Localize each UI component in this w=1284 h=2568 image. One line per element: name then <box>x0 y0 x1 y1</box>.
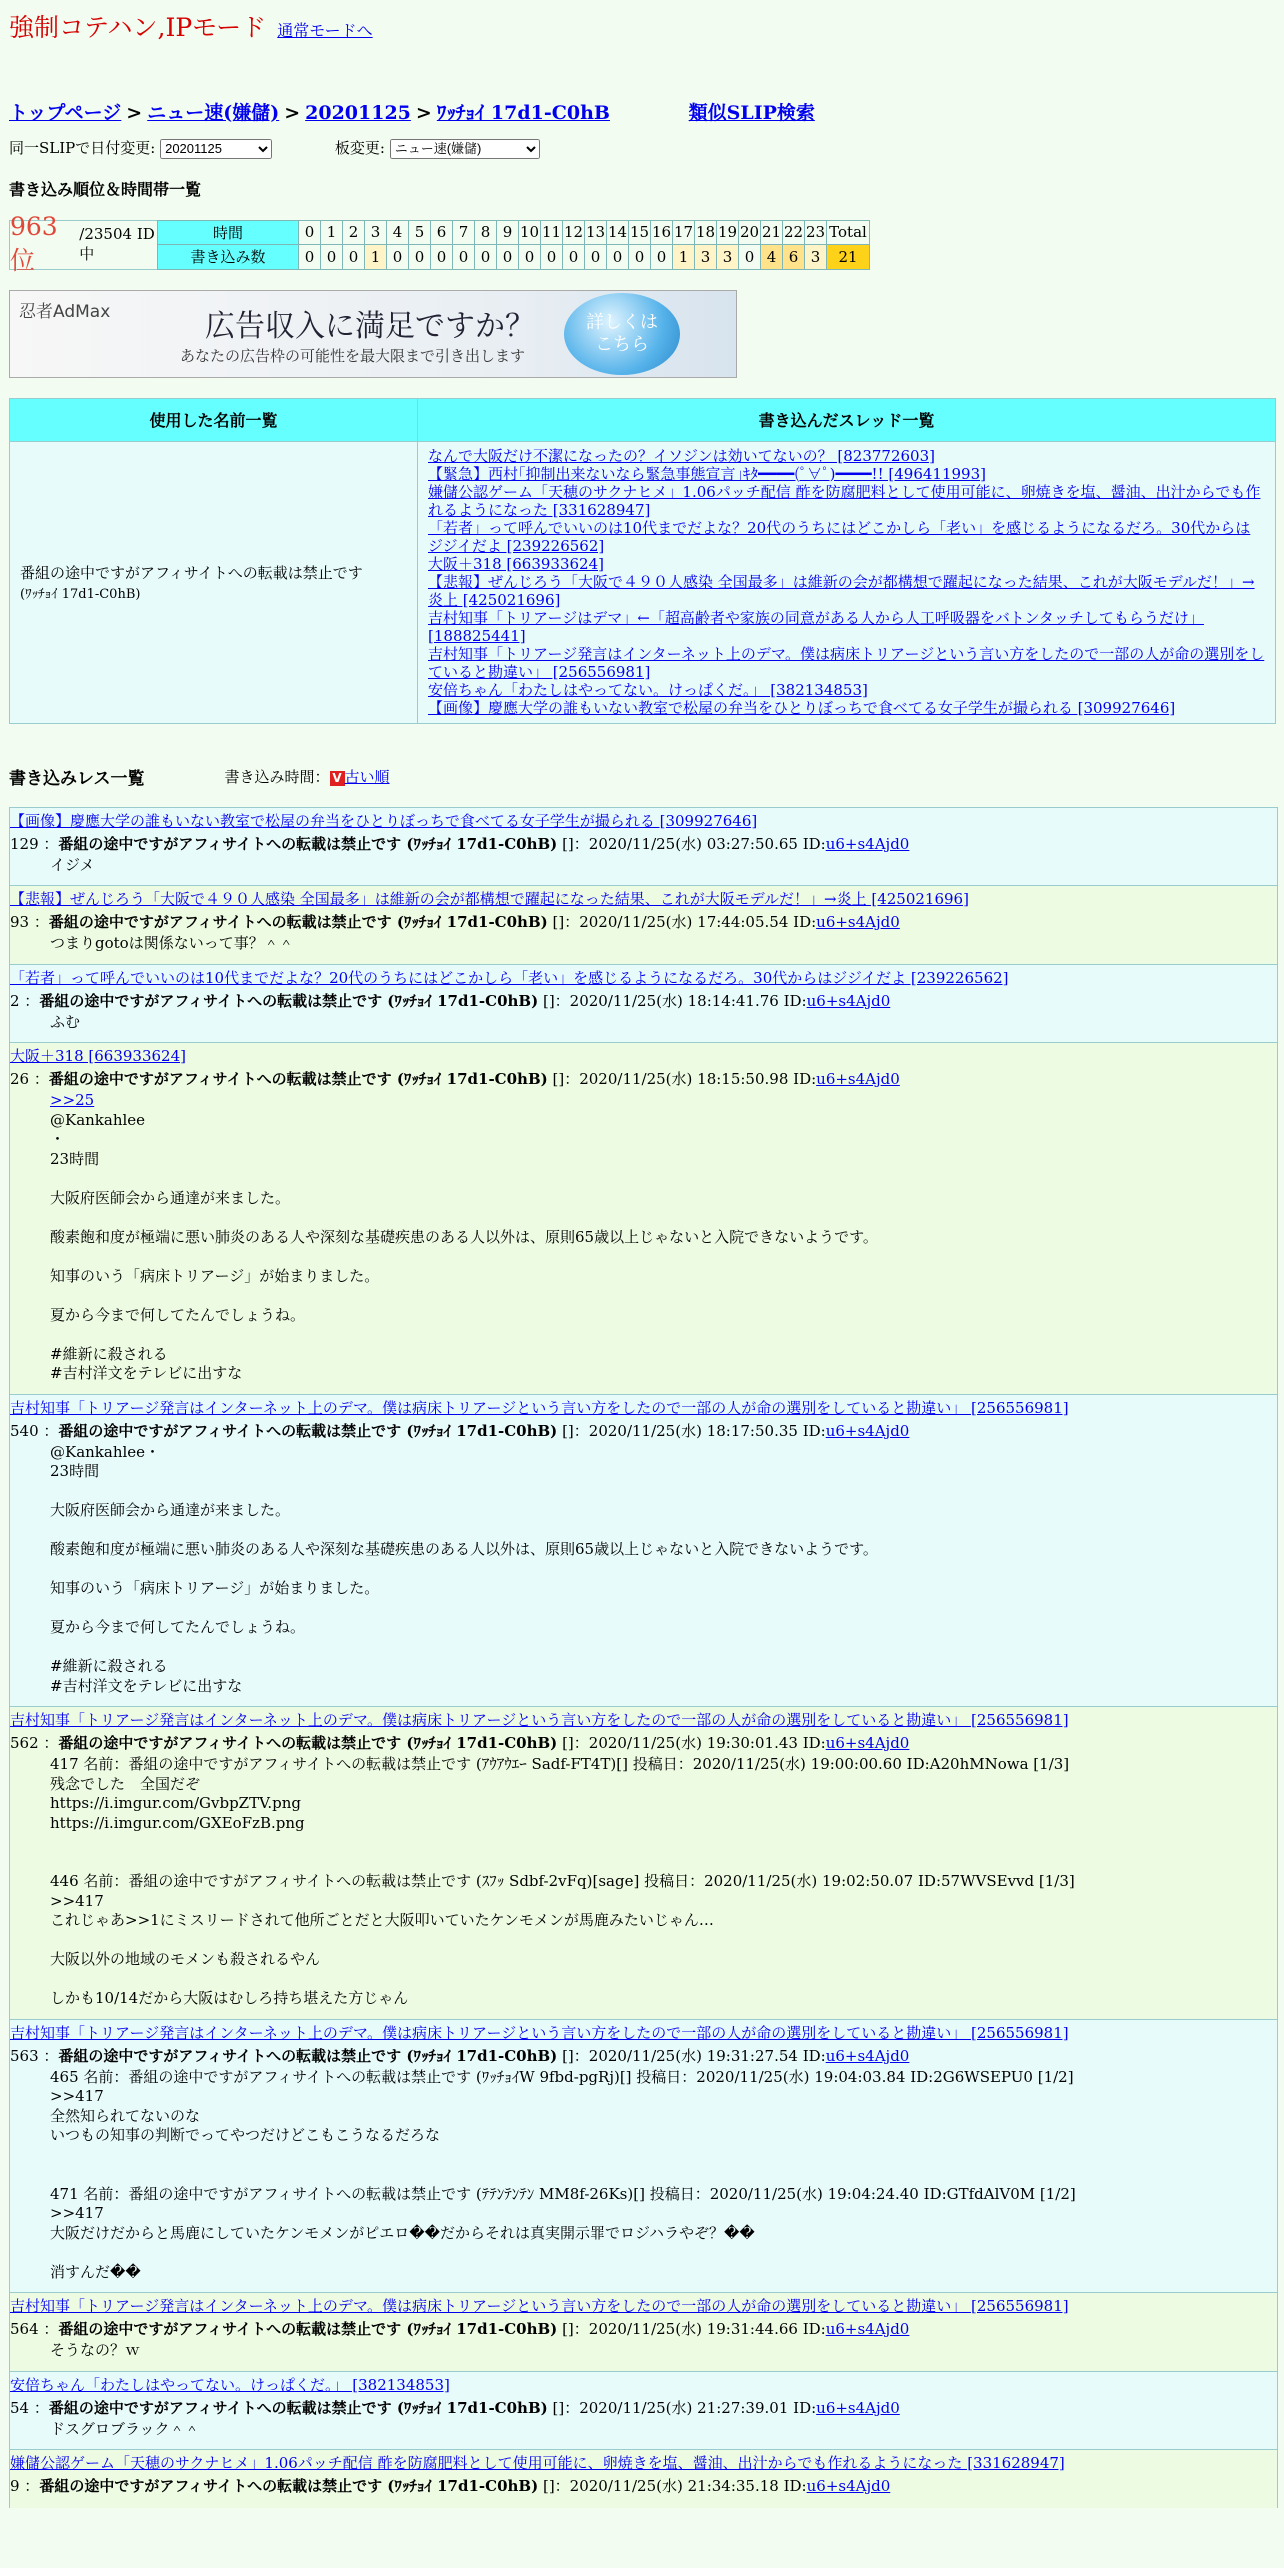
hour-cell: 3 <box>365 220 387 245</box>
post-body: ドスグロブラック＾＾ <box>50 2419 200 2438</box>
date-change-label: 同一SLIPで日付変更: <box>9 139 156 157</box>
hour-cell: 10 <box>519 220 541 245</box>
post-body: ふむ <box>50 1012 81 1031</box>
post-thread-link[interactable]: 吉村知事「トリアージ発言はインターネット上のデマ。僕は病床トリアージという言い方をしたので一部の人が命の選別をしていると勘違い」 [256556981] <box>10 1398 1069 1417</box>
post-meta <box>10 2397 1277 2418</box>
thread-link[interactable]: 吉村知事「トリアージ発言はインターネット上のデマ。僕は病床トリアージという言い方をしたので一部の人が命の選別をしていると勘違い」 [256556981] <box>428 644 1265 681</box>
post-body: 417 名前：番組の途中ですがアフィサイトへの転載は禁止です (ｱｳｱｳｴｰ Sadf-FT4T)[] 投稿日：2020/11/25(水) 19:00:00.60 ID:A20hMNowa [1/3] 残念でした 全国だぞ https://i.imgur.com/GvbpZTV.png https://i.imgur.com/GXEoFzB.png 446 名前：番組の途中ですがアフィサイトへの転載は禁止です (ｽﾌｯ Sdbf-2vFq)[sage] 投稿日：2020/11/25(水) 19:02:50.07 ID:57WVSEvvd [1/3] >>417 これじゃあ>>1にミスリードされて他所ごとだと大阪叩いていたケンモメンが馬鹿みたいじゃん… 大阪以外の地域のモメンも殺されるやん しかも10/14だから大阪はむしろ持ち堪えた方じゃん <box>50 1755 1075 2007</box>
count-cell: 3 <box>717 245 739 270</box>
hour-cell: 19 <box>717 220 739 245</box>
count-cell: 0 <box>497 245 519 270</box>
board-select[interactable] <box>390 139 540 159</box>
thread-link[interactable]: 【画像】慶應大学の誰もいない教室で松屋の弁当をひとりぼっちで食べてる女子学生が撮られる [309927646] <box>428 698 1176 717</box>
post-name: 番組の途中ですがアフィサイトへの転載は禁止です (ﾜｯﾁｮｲ 17d1-C0hB) <box>39 2477 539 2495</box>
thread-link[interactable]: なんで大阪だけ不潔になったの？イソジンは効いてないの？ [823772603] <box>428 446 935 465</box>
thread-link[interactable]: 【悲報】ぜんじろう「大阪で４９０人感染 全国最多」は維新の会が都構想で躍起になった結果、これが大阪モデルだ！」→炎上 [425021696] <box>428 572 1255 609</box>
count-cell: 0 <box>541 245 563 270</box>
ad-subtitle: あなたの広告枠の可能性を最大限まで引き出します <box>180 346 526 365</box>
hour-cell: 15 <box>629 220 651 245</box>
post-meta <box>10 1068 1277 1089</box>
ranking-row <box>9 212 1275 275</box>
breadcrumb-date[interactable]: 20201125 <box>305 102 411 124</box>
post-body: イジメ <box>50 855 95 874</box>
post-meta <box>10 1732 1277 1753</box>
hour-cell: 9 <box>497 220 519 245</box>
hour-cell: 1 <box>321 220 343 245</box>
post-number: 54 ： <box>10 2398 49 2417</box>
post-name: 番組の途中ですがアフィサイトへの転載は禁止です (ﾜｯﾁｮｲ 17d1-C0hB) <box>48 1070 548 1088</box>
thread-link[interactable]: 大阪＋318 [663933624] <box>428 554 604 573</box>
count-cell: 0 <box>739 245 761 270</box>
count-cell: 0 <box>651 245 673 270</box>
count-cell: 3 <box>695 245 717 270</box>
post-number: 562 ： <box>10 1734 59 1752</box>
thread-link[interactable]: 吉村知事「トリアージはデマ」←「超高齢者や家族の同意がある人から人工呼吸器をバトンタッチしてもらうだけ」 [188825441] <box>428 608 1204 645</box>
post-datetime: []：2020/11/25(水) 17:44:05.54 ID: <box>547 913 817 931</box>
reslist-title: 書き込みレス一覧 <box>9 768 145 789</box>
ad-banner[interactable] <box>9 290 737 378</box>
hour-cell: Total <box>827 220 870 245</box>
post-id-link[interactable]: u6+s4Ajd0 <box>816 1070 900 1088</box>
hour-cell: 21 <box>761 220 783 245</box>
post <box>9 2449 1278 2508</box>
rank-box <box>9 212 157 275</box>
post-body: 465 名前：番組の途中ですがアフィサイトへの転載は禁止です (ﾜｯﾁｮｲW 9fbd-pgRj)[] 投稿日：2020/11/25(水) 19:04:03.84 ID:2G6WSEPU0 [1/2] >>417 全然知られてないのな いつもの知事の判断でってやつだけどこもこうなるだろな 471 名前：番組の途中ですがアフィサイトへの転載は禁止です (ﾃﾃﾝﾃﾝﾃﾝ MM8f-26Ks)[] 投稿日：2020/11/25(水) 19:04:24.40 ID:GTfdAlV0M [1/2] >>417 大阪だけだからと馬鹿にしていたケンモメンがピエロ��だからそれは真実開示罪でロジハラやぞ？�� 消すんだ�� <box>50 2067 1076 2281</box>
hour-cell: 4 <box>387 220 409 245</box>
count-cell: 3 <box>805 245 827 270</box>
post-id-link[interactable]: u6+s4Ajd0 <box>816 2398 900 2417</box>
hour-cell: 7 <box>453 220 475 245</box>
oldest-first-link[interactable]: 古い順 <box>344 767 390 786</box>
post-number: 9 ： <box>10 2477 40 2495</box>
post-thread-link[interactable]: 吉村知事「トリアージ発言はインターネット上のデマ。僕は病床トリアージという言い方をしたので一部の人が命の選別をしていると勘違い」 [256556981] <box>10 1711 1069 1729</box>
hour-cell: 5 <box>409 220 431 245</box>
post-id-link[interactable]: u6+s4Ajd0 <box>825 2320 910 2338</box>
post-datetime: []：2020/11/25(水) 18:14:41.76 ID: <box>538 991 807 1010</box>
hour-cell: 14 <box>607 220 629 245</box>
ad-headline: 広告収入に満足ですか？ <box>205 308 535 344</box>
post-name: 番組の途中ですがアフィサイトへの転載は禁止です (ﾜｯﾁｮｲ 17d1-C0hB) <box>58 2046 558 2065</box>
hour-cell: 8 <box>475 220 497 245</box>
post-body: >>25 @Kankahlee ・ 23時間 大阪府医師会から通達が来ました。 酸素飽和度が極端に悪い肺炎のある人や深刻な基礎疾患のある人以外は、原則65歳以上じゃないと入院できないようです。 知事のいう「病床トリアージ」が始まりました。 夏から今まで何してたんでしょうね。 #維新に殺される #吉村洋文をテレビに出すな <box>50 1091 878 1382</box>
hour-row <box>158 220 870 245</box>
post-name: 番組の途中ですがアフィサイトへの転載は禁止です (ﾜｯﾁｮｲ 17d1-C0hB) <box>48 2398 548 2417</box>
selector-bar <box>9 137 1275 159</box>
count-cell: 0 <box>343 245 365 270</box>
sort-order-label: 書き込み時間： <box>224 767 330 786</box>
post <box>9 885 1278 964</box>
names-header: 使用した名前一覧 <box>10 398 418 441</box>
used-name: 番組の途中ですがアフィサイトへの転載は禁止です <box>20 564 363 582</box>
count-label: 書き込み数 <box>158 245 299 270</box>
post-datetime: []：2020/11/25(水) 19:31:27.54 ID: <box>557 2046 826 2065</box>
count-cell: 0 <box>585 245 607 270</box>
ad-details-label: 詳しくは こちら <box>586 311 658 355</box>
hour-cell: 6 <box>431 220 453 245</box>
ad-details-button[interactable] <box>564 293 680 375</box>
sort-order <box>225 766 390 787</box>
post-number: 564 ： <box>10 2320 59 2338</box>
post-body: つまりgotoは関係ないって事？＾＾ <box>50 934 294 952</box>
post <box>9 2371 1278 2450</box>
post <box>9 807 1278 886</box>
post-body: そうなの？ｗ <box>50 2341 141 2359</box>
post-datetime: []：2020/11/25(水) 21:27:39.01 ID: <box>547 2398 817 2417</box>
count-cell: 4 <box>761 245 783 270</box>
normal-mode-link[interactable]: 通常モードへ <box>277 21 373 40</box>
count-cell: 21 <box>827 245 870 270</box>
post-datetime: []：2020/11/25(水) 19:31:44.66 ID: <box>557 2320 826 2338</box>
hour-cell: 23 <box>805 220 827 245</box>
post-thread-link[interactable]: 吉村知事「トリアージ発言はインターネット上のデマ。僕は病床トリアージという言い方をしたので一部の人が命の選別をしていると勘違い」 [256556981] <box>10 2297 1069 2315</box>
post <box>9 2019 1278 2293</box>
hour-cell: 11 <box>541 220 563 245</box>
post-thread-link[interactable]: 大阪＋318 [663933624] <box>10 1047 186 1065</box>
count-cell: 0 <box>387 245 409 270</box>
date-select[interactable] <box>160 139 272 159</box>
post-meta <box>10 911 1277 932</box>
post-meta <box>10 2045 1277 2066</box>
board-change-label: 板変更: <box>334 139 385 157</box>
breadcrumb-board[interactable]: ニュー速(嫌儲) <box>147 102 280 124</box>
count-cell: 0 <box>453 245 475 270</box>
count-row <box>158 245 870 270</box>
post-number: 26 ： <box>10 1070 49 1088</box>
count-cell: 0 <box>519 245 541 270</box>
hour-cell: 13 <box>585 220 607 245</box>
hour-cell: 16 <box>651 220 673 245</box>
post-number: 2 ： <box>10 991 40 1010</box>
post <box>9 964 1278 1043</box>
post-meta <box>10 833 1277 854</box>
thread-link[interactable]: 安倍ちゃん「わたしはやってない。けっぱくだ。」 [382134853] <box>428 680 868 699</box>
post-id-link[interactable]: u6+s4Ajd0 <box>825 1421 910 1440</box>
post-name: 番組の途中ですがアフィサイトへの転載は禁止です (ﾜｯﾁｮｲ 17d1-C0hB) <box>48 913 548 931</box>
hourly-table <box>157 220 870 270</box>
post-id-link[interactable]: u6+s4Ajd0 <box>806 2477 891 2495</box>
count-cell: 1 <box>673 245 695 270</box>
post-meta <box>10 1420 1277 1441</box>
post-datetime: []：2020/11/25(水) 03:27:50.65 ID: <box>557 834 826 853</box>
post-name: 番組の途中ですがアフィサイトへの転載は禁止です (ﾜｯﾁｮｲ 17d1-C0hB) <box>58 1734 558 1752</box>
threads-cell <box>418 441 1276 723</box>
post-thread-link[interactable]: 「若者」って呼んでいいのは10代までだよな？20代のうちにはどこかしら「老い」を感じるようになるだろ。30代からはジジイだよ [239226562] <box>10 968 1009 987</box>
post-number: 93 ： <box>10 913 49 931</box>
post-name: 番組の途中ですがアフィサイトへの転載は禁止です (ﾜｯﾁｮｲ 17d1-C0hB) <box>58 1421 558 1440</box>
hour-cell: 22 <box>783 220 805 245</box>
breadcrumb-sep: > <box>415 102 432 124</box>
hour-cell: 12 <box>563 220 585 245</box>
post-id-link[interactable]: u6+s4Ajd0 <box>825 1734 910 1752</box>
reply-anchor-link[interactable]: >>25 <box>50 1091 95 1109</box>
post-meta <box>10 990 1277 1011</box>
post <box>9 2292 1278 2371</box>
post-datetime: []：2020/11/25(水) 21:34:35.18 ID: <box>538 2477 807 2495</box>
ad-logo: 忍者AdMax <box>19 301 111 322</box>
thread-link[interactable]: 「若者」って呼んでいいのは10代までだよな？20代のうちにはどこかしら「老い」を感じるようになるだろ。30代からはジジイだよ [239226562] <box>428 518 1251 555</box>
similar-slip-search-link[interactable]: 類似SLIP検索 <box>688 102 815 124</box>
names-cell <box>10 441 418 723</box>
post <box>9 1042 1278 1394</box>
post-datetime: []：2020/11/25(水) 18:15:50.98 ID: <box>547 1070 817 1088</box>
count-cell: 0 <box>563 245 585 270</box>
post-name: 番組の途中ですがアフィサイトへの転載は禁止です (ﾜｯﾁｮｲ 17d1-C0hB) <box>58 834 558 853</box>
hour-cell: 17 <box>673 220 695 245</box>
count-cell: 0 <box>299 245 321 270</box>
post-datetime: []：2020/11/25(水) 19:30:01.43 ID: <box>557 1734 826 1752</box>
post-id-link[interactable]: u6+s4Ajd0 <box>816 913 900 931</box>
thread-link[interactable]: 嫌儲公認ゲーム「天穂のサクナヒメ」1.06パッチ配信 酢を防腐肥料として使用可能に、卵焼きを塩、醤油、出汁からでも作れるようになった [331628947] <box>428 482 1261 519</box>
post-meta <box>10 2475 1277 2496</box>
post-thread-link[interactable]: 吉村知事「トリアージ発言はインターネット上のデマ。僕は病床トリアージという言い方をしたので一部の人が命の選別をしていると勘違い」 [256556981] <box>10 2023 1069 2042</box>
count-cell: 1 <box>365 245 387 270</box>
post <box>9 1394 1278 1707</box>
count-cell: 0 <box>409 245 431 270</box>
names-threads-table <box>9 398 1276 724</box>
post-name: 番組の途中ですがアフィサイトへの転載は禁止です (ﾜｯﾁｮｲ 17d1-C0hB) <box>58 2320 558 2338</box>
post-meta <box>10 2318 1277 2339</box>
hour-cell: 18 <box>695 220 717 245</box>
sort-down-icon: V <box>330 771 345 786</box>
count-cell: 0 <box>431 245 453 270</box>
breadcrumb-top[interactable]: トップページ <box>9 102 122 124</box>
post-thread-link[interactable]: 【画像】慶應大学の誰もいない教室で松屋の弁当をひとりぼっちで食べてる女子学生が撮られる [309927646] <box>10 811 758 830</box>
post-datetime: []：2020/11/25(水) 18:17:50.35 ID: <box>557 1421 826 1440</box>
post-thread-link[interactable]: 【悲報】ぜんじろう「大阪で４９０人感染 全国最多」は維新の会が都構想で躍起になった結果、これが大阪モデルだ！」→炎上 [425021696] <box>10 890 969 908</box>
reslist-header <box>9 764 1275 789</box>
breadcrumb-sep: > <box>284 102 301 124</box>
count-cell: 6 <box>783 245 805 270</box>
post-id-link[interactable]: u6+s4Ajd0 <box>806 991 891 1010</box>
hour-cell: 20 <box>739 220 761 245</box>
count-cell: 0 <box>475 245 497 270</box>
count-cell: 0 <box>321 245 343 270</box>
rank-value: 963 位 <box>10 212 58 275</box>
post-number: 540 ： <box>10 1421 59 1440</box>
ranking-section-title: 書き込み順位＆時間帯一覧 <box>9 179 202 199</box>
count-cell: 0 <box>607 245 629 270</box>
threads-header: 書き込んだスレッド一覧 <box>418 398 1276 441</box>
hour-cell: 2 <box>343 220 365 245</box>
mode-title: 強制コテハン,IPモード <box>9 13 267 42</box>
time-label: 時間 <box>158 220 299 245</box>
rank-total: /23504 ID中 <box>79 225 155 263</box>
hour-cell: 0 <box>299 220 321 245</box>
post-thread-link[interactable]: 嫌儲公認ゲーム「天穂のサクナヒメ」1.06パッチ配信 酢を防腐肥料として使用可能に、卵焼きを塩、醤油、出汁からでも作れるようになった [331628947] <box>10 2454 1065 2472</box>
post-body: @Kankahlee・ 23時間 大阪府医師会から通達が来ました。 酸素飽和度が極端に悪い肺炎のある人や深刻な基礎疾患のある人以外は、原則65歳以上じゃないと入院できないようです。 知事のいう「病床トリアージ」が始まりました。 夏から今まで何してたんでしょうね。 #維新に殺される #吉村洋文をテレビに出すな <box>50 1442 878 1695</box>
post-id-link[interactable]: u6+s4Ajd0 <box>825 2046 910 2065</box>
used-name-id: (ﾜｯﾁｮｲ 17d1-C0hB) <box>20 587 141 602</box>
breadcrumb <box>9 98 1275 125</box>
count-cell: 0 <box>629 245 651 270</box>
mode-header <box>9 8 1275 40</box>
breadcrumb-sep: > <box>126 102 143 124</box>
post-thread-link[interactable]: 安倍ちゃん「わたしはやってない。けっぱくだ。」 [382134853] <box>10 2375 450 2394</box>
post-list <box>9 807 1275 2509</box>
post <box>9 1706 1278 2019</box>
post-number: 129 ： <box>10 834 59 853</box>
post-id-link[interactable]: u6+s4Ajd0 <box>825 834 910 853</box>
post-number: 563 ： <box>10 2046 59 2065</box>
breadcrumb-slip[interactable]: ﾜｯﾁｮｲ 17d1-C0hB <box>436 102 610 124</box>
post-name: 番組の途中ですがアフィサイトへの転載は禁止です (ﾜｯﾁｮｲ 17d1-C0hB) <box>39 991 539 1010</box>
thread-link[interactable]: 【緊急】西村｢抑制出来ないなら緊急事態宣言｣ｷﾀ━━━━(ﾟ∀ﾟ)━━━━!! [496411993] <box>428 464 986 483</box>
